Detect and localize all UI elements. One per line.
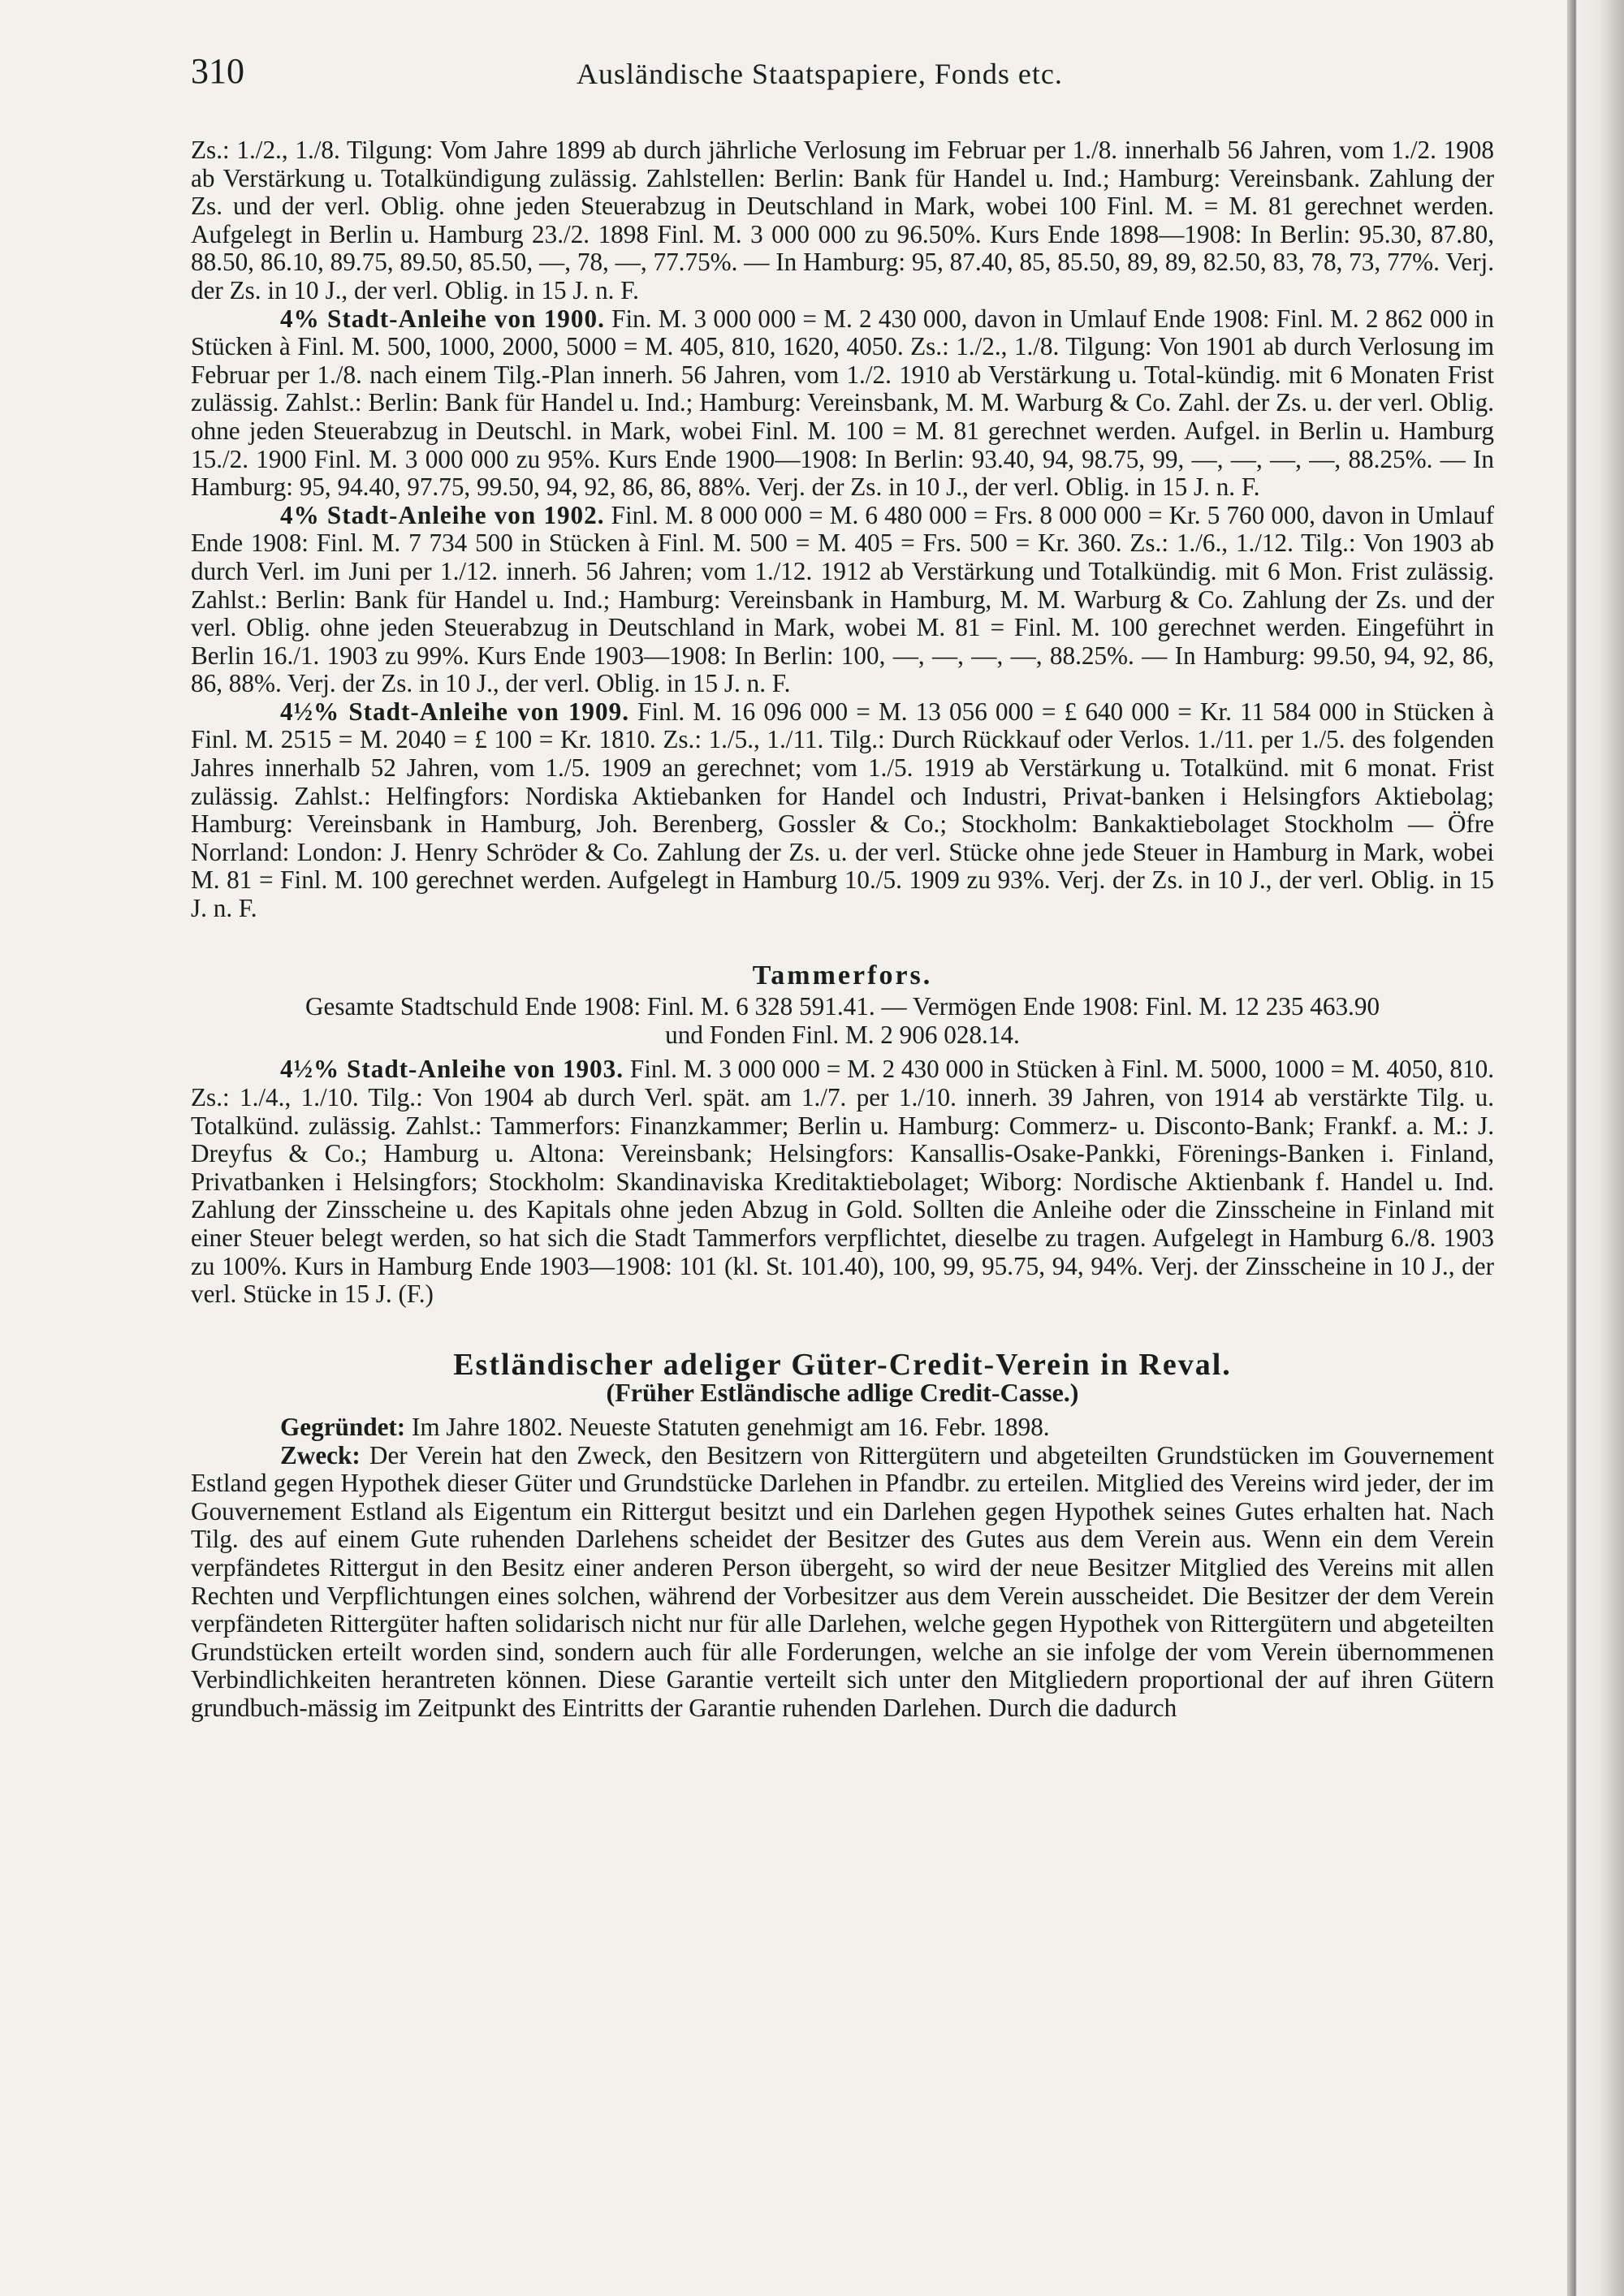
loan-1909-title: 4½% Stadt-Anleihe von 1909. <box>280 697 629 726</box>
loan-1903-title: 4½% Stadt-Anleihe von 1903. <box>280 1055 624 1084</box>
purpose-entry <box>191 1442 1494 1723</box>
founded-text: Im Jahre 1802. Neueste Statuten genehmigt am 16. Febr. 1898. <box>411 1412 1050 1441</box>
reval-subheading: (Früher Estländische adlige Credit-Casse.) <box>606 1378 1079 1408</box>
intro-paragraph: Zs.: 1./2., 1./8. Tilgung: Vom Jahre 1899 ab durch jährliche Verlosung im Februar per 1./8. innerhalb 56 Jahren, vom 1./2. 1908 ab Verstärkung u. Totalkündigung zulässig. Zahlstellen: Berlin: Bank für Handel u. Ind.; Hamburg: Vereinsbank. Zahlung der Zs. und der verl. Oblig. ohne jeden Steuerabzug in Deutschland in Mark, wobei 100 Finl. M. = M. 81 gerechnet werden. Aufgelegt in Berlin u. Hamburg 23./2. 1898 Finl. M. 3 000 000 zu 96.50%. Kurs Ende 1898—1908: In Berlin: 95.30, 87.80, 88.50, 86.10, 89.75, 89.50, 85.50, —, 78, —, 77.75%. — In Hamburg: 95, 87.40, 85, 85.50, 89, 89, 82.50, 83, 78, 73, 77%. Verj. der Zs. in 10 J., der verl. Oblig. in 15 J. n. F. <box>191 136 1494 304</box>
page-number: 310 <box>191 51 244 91</box>
tammerfors-funds-line: und Fonden Finl. M. 2 906 028.14. <box>665 1020 1020 1049</box>
loan-1900-entry <box>191 305 1494 502</box>
founded-label: Gegründet: <box>280 1412 406 1441</box>
loan-1909-entry <box>191 698 1494 923</box>
loan-1903-text: Finl. M. 3 000 000 = M. 2 430 000 in Stücken à Finl. M. 5000, 1000 = M. 4050, 810. Zs.: 1./4., 1./10. Tilg.: Von 1904 ab durch Verl. spät. am 1./7. per 1./10. innerh. 39 Jahren, von 1914 ab verstärkte Tilg. u. Totalkünd. zulässig. Zahlst.: Tammerfors: Finanzkammer; Berlin u. Hamburg: Commerz- u. Disconto-Bank; Frankf. a. M.: J. Dreyfus & Co.; Hamburg u. Altona: Vereinsbank; Helsingfors: Kansallis-Osake-Pankki, Förenings-Banken i. Finland, Privatbanken i Helsingfors; Stockholm: Skandinaviska Kreditaktiebolaget; Wiborg: Nordische Aktienbank f. Handel u. Ind. Zahlung der Zinsscheine u. des Kapitals ohne jeden Abzug in Gold. Sollten die Anleihe oder die Zinsscheine in Finland mit einer Steuer belegt werden, so hat sich die Stadt Tammerfors verpflichtet, dieselbe zu tragen. Aufgelegt in Hamburg 6./8. 1903 zu 100%. Kurs in Hamburg Ende 1903—1908: 101 (kl. St. 101.40), 100, 99, 95.75, 94, 94%. Verj. der Zinsscheine in 10 J., der verl. Stücke in 15 J. (F.) <box>191 1055 1495 1309</box>
loan-1902-text: Finl. M. 8 000 000 = M. 6 480 000 = Frs. 8 000 000 = Kr. 5 760 000, davon in Umlauf Ende 1908: Finl. M. 7 734 500 in Stücken à Finl. M. 500 = M. 405 = Frs. 500 = Kr. 360. Zs.: 1./6., 1./12. Tilg.: Von 1903 ab durch Verl. im Juni per 1./12. innerh. 56 Jahren; vom 1./12. 1912 ab Verstärkung und Totalkündig. mit 6 Mon. Frist zulässig. Zahlst.: Berlin: Bank für Handel u. Ind.; Hamburg: Vereinsbank in Hamburg, M. M. Warburg & Co. Zahlung der Zs. und der verl. Oblig. ohne jeden Steuerabzug in Deutschland in Mark, wobei M. 81 = Finl. M. 100 gerechnet werden. Eingeführt in Berlin 16./1. 1903 zu 99%. Kurs Ende 1903—1908: In Berlin: 100, —, —, —, —, 88.25%. — In Hamburg: 99.50, 94, 92, 86, 86, 88%. Verj. der Zs. in 10 J., der verl. Oblig. in 15 J. n. F. <box>191 500 1495 698</box>
reval-heading: Estländischer adeliger Güter-Credit-Verein in Reval. <box>453 1347 1232 1382</box>
page-body <box>191 136 1494 1722</box>
running-title: Ausländische Staatspapiere, Fonds etc. <box>577 58 1063 90</box>
founded-entry <box>191 1413 1494 1442</box>
loan-1902-title: 4% Stadt-Anleihe von 1902. <box>280 500 605 529</box>
tammerfors-heading: Tammerfors. <box>752 960 933 990</box>
loan-1903-entry <box>191 1055 1494 1308</box>
tammerfors-debt-line: Gesamte Stadtschuld Ende 1908: Finl. M. 6 328 591.41. — Vermögen Ende 1908: Finl. M. 12 235 463.90 <box>304 992 1380 1021</box>
page-edge <box>1567 0 1624 2296</box>
loan-1902-entry <box>191 502 1494 698</box>
page-header <box>191 50 1490 99</box>
loan-1909-text: Finl. M. 16 096 000 = M. 13 056 000 = £ 640 000 = Kr. 11 584 000 in Stücken à Finl. M. 2515 = M. 2040 = £ 100 = Kr. 1810. Zs.: 1./5., 1./11. Tilg.: Durch Rückkauf oder Verlos. 1./11. per 1./5. des folgenden Jahres innerhalb 52 Jahren, vom 1./5. 1909 an gerechnet; vom 1./5. 1919 ab Verstärkung u. Totalkünd. mit 6 monat. Frist zulässig. Zahlst.: Helfingfors: Nordiska Aktiebanken for Handel och Industri, Privat-banken i Helsingfors Aktiebolag; Hamburg: Vereinsbank in Hamburg, Joh. Berenberg, Gossler & Co.; Stockholm: Bankaktiebolaget Stockholm — Öfre Norrland: London: J. Henry Schröder & Co. Zahlung der Zs. u. der verl. Stücke ohne jede Steuer in Hamburg in Mark, wobei M. 81 = Finl. M. 100 gerechnet werden. Aufgelegt in Hamburg 10./5. 1909 zu 93%. Verj. der Zs. in 10 J., der verl. Oblig. in 15 J. n. F. <box>191 697 1495 923</box>
purpose-label: Zweck: <box>280 1440 361 1470</box>
loan-1900-text: Fin. M. 3 000 000 = M. 2 430 000, davon in Umlauf Ende 1908: Finl. M. 2 862 000 in Stücken à Finl. M. 500, 1000, 2000, 5000 = M. 405, 810, 1620, 4050. Zs.: 1./2., 1./8. Tilgung: Von 1901 ab durch Verlosung im Februar per 1./8. nach einem Tilg.-Plan innerh. 56 Jahren, vom 1./2. 1910 ab Verstärkung u. Total-kündig. mit 6 Monaten Frist zulässig. Zahlst.: Berlin: Bank für Handel u. Ind.; Hamburg: Vereinsbank, M. M. Warburg & Co. Zahl. der Zs. u. der verl. Oblig. ohne jeden Steuerabzug in Deutschl. in Mark, wobei Finl. M. 100 = M. 81 gerechnet werden. Aufgel. in Berlin u. Hamburg 15./2. 1900 Finl. M. 3 000 000 zu 95%. Kurs Ende 1900—1908: In Berlin: 93.40, 94, 98.75, 99, —, —, —, —, 88.25%. — In Hamburg: 95, 94.40, 97.75, 99.50, 94, 92, 86, 86, 88%. Verj. der Zs. in 10 J., der verl. Oblig. in 15 J. n. F. <box>191 304 1495 502</box>
loan-1900-title: 4% Stadt-Anleihe von 1900. <box>280 304 605 333</box>
purpose-text: Der Verein hat den Zweck, den Besitzern von Rittergütern und abgeteilten Grundstücken im Gouvernement Estland gegen Hypothek dieser Güter und Grundstücke Darlehen in Pfandbr. zu erteilen. Mitglied des Vereins wird jeder, der im Gouvernement Estland als Eigentum ein Rittergut besitzt und ein Darlehen gegen Hypothek seines Gutes erhalten hat. Nach Tilg. des auf einem Gute ruhenden Darlehens scheidet der Besitzer des Gutes aus dem Verein aus. Wenn ein dem Verein verpfändetes Rittergut in den Besitz einer anderen Person übergeht, so wird der neue Besitzer Mitglied des Vereins mit allen Rechten und Verpflichtungen eines solchen, während der Vorbesitzer aus dem Verein ausscheidet. Die Besitzer der dem Verein verpfändeten Rittergüter haften solidarisch nicht nur für alle Darlehen, welche gegen Hypothek von Rittergütern und abgeteilten Grundstücken erteilt worden sind, sondern auch für alle Forderungen, welche an sie infolge der vom Verein übernommenen Verbindlichkeiten herantreten können. Diese Garantie verteilt sich unter den Mitgliedern proportional der auf ihren Gütern grundbuch-mässig im Zeitpunkt des Eintritts der Garantie ruhenden Darlehen. Durch die dadurch <box>191 1440 1494 1722</box>
